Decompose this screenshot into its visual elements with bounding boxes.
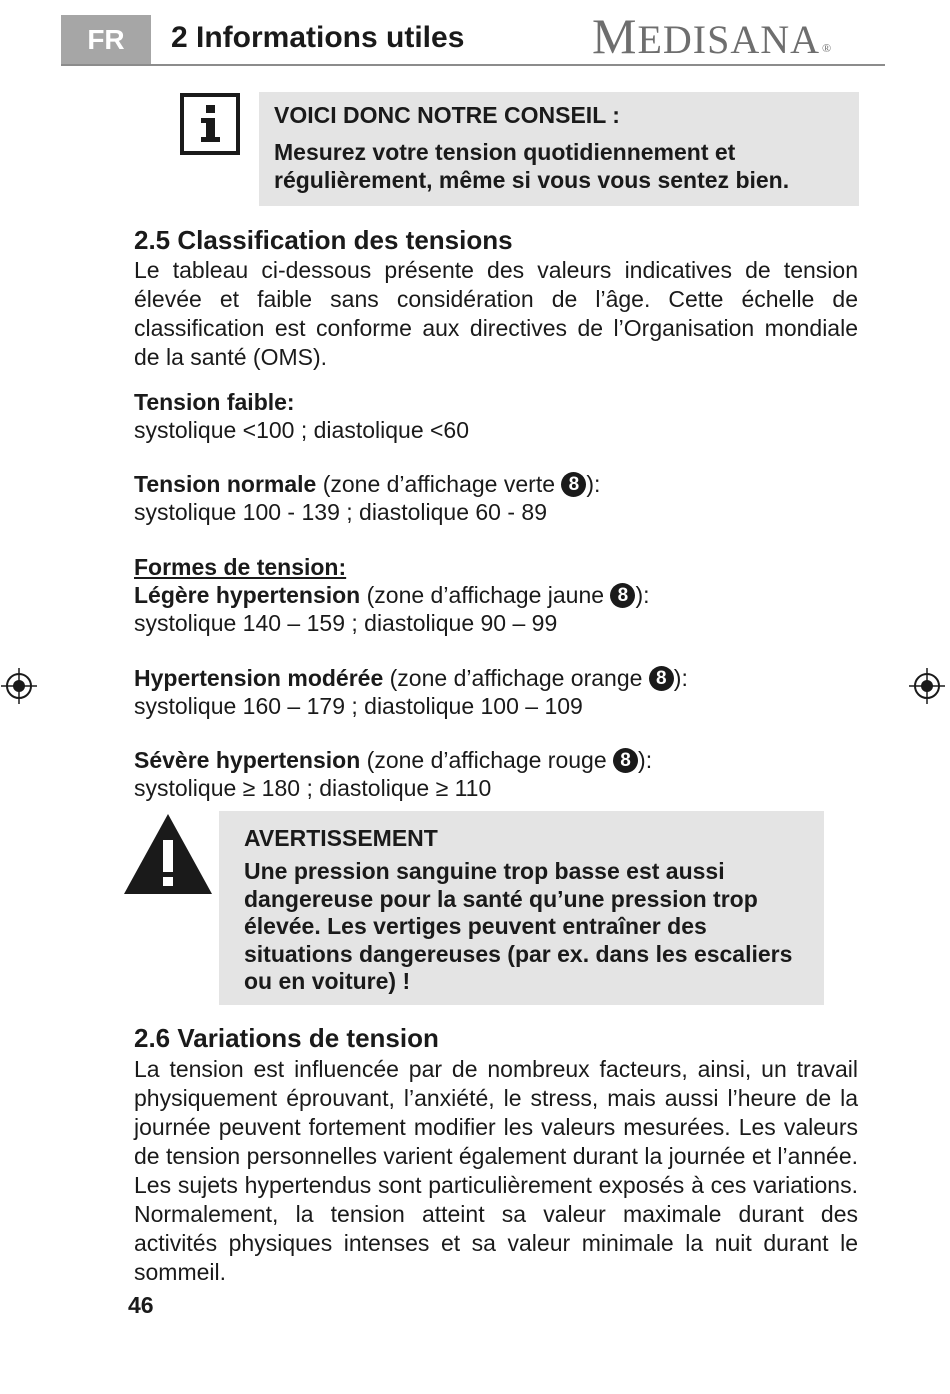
tip-title: VOICI DONC NOTRE CONSEIL : [274,102,620,128]
severe-hypertension-values: systolique ≥ 180 ; diastolique ≥ 110 [134,775,492,801]
page-number: 46 [128,1292,154,1318]
warning-icon [122,812,214,896]
registration-mark-icon [1,668,37,704]
section-heading-classification: 2.5 Classification des tensions [134,225,513,255]
moderate-hypertension-values: systolique 160 – 179 ; diastolique 100 – 109 [134,693,583,719]
variations-text: La tension est influencée par de nombreux facteurs, ainsi, un travail physiquement éprouvant, l’anxiété, le stress, mais aussi l’heure de la journée peuvent fortement modifier les valeurs mesurées. Les valeurs de tension personnelles varient également durant la journée et l’année. Les sujets hypertendus sont particulièrement exposés à ces variations. Normalement, la tension atteint sa valeur maximale durant des activités physiques intenses et sa valeur minimale la nuit durant le sommeil. [134,1056,858,1285]
normal-pressure-values: systolique 100 - 139 ; diastolique 60 - 89 [134,499,547,525]
warning-title: AVERTISSEMENT [244,825,438,851]
info-icon [180,93,240,155]
severe-hypertension-line: Sévère hypertension (zone d’affichage rouge 8 ): [134,747,653,773]
moderate-hypertension-line: Hypertension modérée (zone d’affichage orange 8 ): [134,665,688,691]
brand-logo: MEDISANA ® [592,8,833,64]
ref-8-icon: 8 [561,472,586,497]
section-heading-variations: 2.6 Variations de tension [134,1023,439,1053]
ref-8-icon: 8 [649,666,674,691]
forms-heading: Formes de tension: [134,554,347,580]
low-pressure-values: systolique <100 ; diastolique <60 [134,417,470,443]
page-title: 2 Informations utiles [171,21,465,54]
normal-pressure-line: Tension normale (zone d’affichage verte 8 ): [134,471,601,497]
registration-mark-icon [909,668,945,704]
ref-8-icon: 8 [613,748,638,773]
mild-hypertension-line: Légère hypertension (zone d’affichage jaune 8 ): [134,582,650,608]
classification-intro: Le tableau ci-dessous présente des valeurs indicatives de tension élevée et faible sans considération de l’âge. Cette échelle de classification est conforme aux directives de l’Organisation mondiale de la santé (OMS). [134,257,858,370]
language-tab: FR [61,15,151,65]
header-divider [61,64,885,66]
mild-hypertension-values: systolique 140 – 159 ; diastolique 90 – 99 [134,610,558,636]
tip-text: Mesurez votre tension quotidiennement et régulièrement, même si vous vous sentez bien. [274,139,790,193]
ref-8-icon: 8 [610,583,635,608]
warning-box [219,811,824,1005]
tip-box [259,92,859,206]
warning-text: Une pression sanguine trop basse est aussi dangereuse pour la santé qu’une pression trop élevée. Les vertiges peuvent entraîner des situations dangereuses (par ex. dans les escaliers ou en voiture) ! [244,858,793,994]
low-pressure-label: Tension faible: [134,389,295,415]
